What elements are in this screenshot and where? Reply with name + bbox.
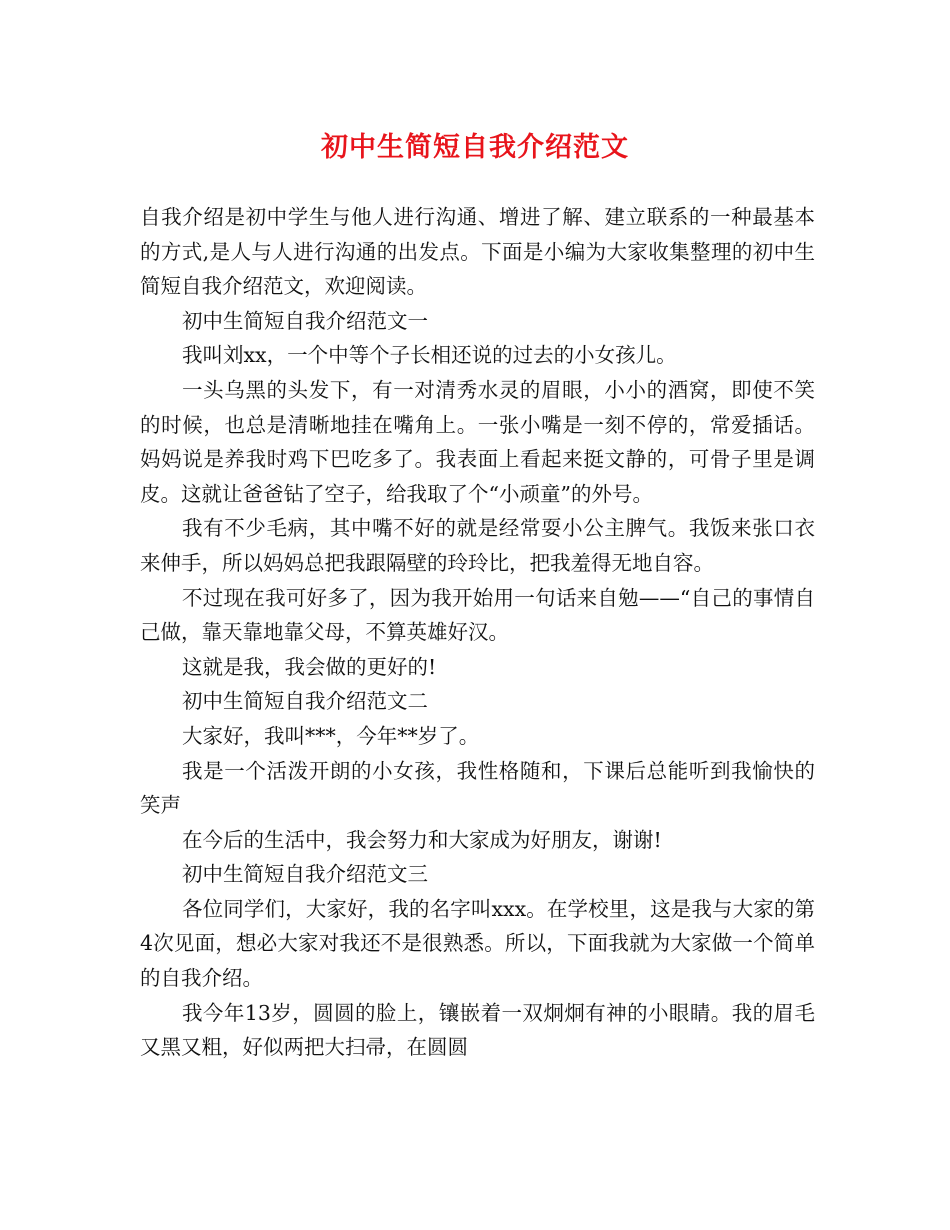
document-body [140,200,815,1065]
intro-paragraph: 自我介绍是初中学生与他人进行沟通、增进了解、建立联系的一种最基本的方式,是人与人进行沟通的出发点。下面是小编为大家收集整理的初中生简短自我介绍范文，欢迎阅读。 [140,205,815,299]
body-paragraph: 我今年13岁，圆圆的脸上，镶嵌着一双炯炯有神的小眼睛。我的眉毛又黑又粗，好似两把大扫帚，在圆圆 [140,1000,815,1060]
body-paragraph: 我有不少毛病，其中嘴不好的就是经常耍小公主脾气。我饭来张口衣来伸手，所以妈妈总把我跟隔壁的玲玲比，把我羞得无地自容。 [140,516,815,575]
section-heading-1: 初中生简短自我介绍范文一 [182,308,428,333]
body-paragraph: 一头乌黑的头发下，有一对清秀水灵的眉眼，小小的酒窝，即使不笑的时候，也总是清晰地挂在嘴角上。一张小嘴是一刻不停的，常爱插话。妈妈说是养我时鸡下巴吃多了。我表面上看起来挺文静的，可骨子里是调皮。这就让爸爸钻了空子，给我取了个“小顽童”的外号。 [140,377,815,506]
body-paragraph: 各位同学们，大家好，我的名字叫xxx。在学校里，这是我与大家的第4次见面，想必大家对我还不是很熟悉。所以，下面我就为大家做一个简单的自我介绍。 [140,896,815,991]
section-heading-3: 初中生简短自我介绍范文三 [182,862,428,887]
body-paragraph: 这就是我，我会做的更好的! [182,654,437,679]
body-paragraph: 我叫刘xx，一个中等个子长相还说的过去的小女孩儿。 [182,343,677,368]
body-paragraph: 大家好，我叫***，今年**岁了。 [182,723,480,748]
document-title: 初中生简短自我介绍范文 [321,132,629,163]
body-paragraph: 我是一个活泼开朗的小女孩，我性格随和，下课后总能听到我愉快的笑声 [140,758,815,818]
body-paragraph: 在今后的生活中，我会努力和大家成为好朋友，谢谢! [182,827,662,852]
section-heading-2: 初中生简短自我介绍范文二 [182,689,428,714]
body-paragraph: 不过现在我可好多了，因为我开始用一句话来自勉——“自己的事情自己做，靠天靠地靠父母，不算英雄好汉。 [140,585,815,645]
